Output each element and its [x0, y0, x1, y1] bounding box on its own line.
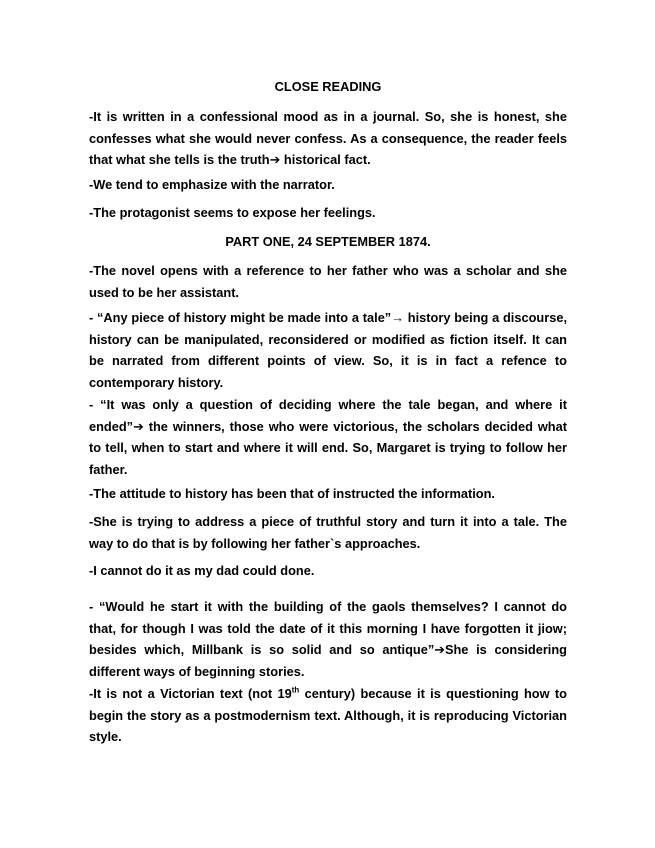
- paragraph-attitude-history: -The attitude to history has been that of instructed the information.: [89, 486, 495, 501]
- paragraph-history-tale: - “Any piece of history might be made into a tale”→ history being a discourse, history can be manipulated, reconsidered or modified as fiction itself. It can be narrated from different points of view. So, it is in fact a refence to contemporary history.: [89, 310, 567, 390]
- paragraph-expose-feelings: -The protagonist seems to expose her feelings.: [89, 205, 376, 220]
- paragraph-cannot-do: -I cannot do it as my dad could done.: [89, 563, 315, 578]
- paragraph-victorian-text: [89, 683, 567, 748]
- paragraph-tale-began: - “It was only a question of deciding where the tale began, and where it ended”➔ the winners, those who were victorious, the scholars decided what to tell, when to start and where it will end. So, Margaret is trying to follow her father.: [89, 397, 567, 477]
- paragraph-father-reference: -The novel opens with a reference to her father who was a scholar and she used to be her assistant.: [89, 263, 567, 300]
- paragraph-emphasize-narrator: -We tend to emphasize with the narrator.: [89, 177, 335, 192]
- document-title: CLOSE READING: [274, 79, 382, 94]
- paragraph-confessional-mood: -It is written in a confessional mood as in a journal. So, she is honest, she confesses what she would never confess. As a consequence, the reader feels that what she tells is the truth➔ historical fact.: [89, 109, 567, 167]
- paragraph-truthful-story: -She is trying to address a piece of truthful story and turn it into a tale. The way to do that is by following her father`s approaches.: [89, 514, 567, 551]
- victorian-text-part-1: -It is not a Victorian text (not 19: [89, 686, 292, 701]
- section-heading: PART ONE, 24 SEPTEMBER 1874.: [225, 234, 431, 249]
- paragraph-gaols-quote: - “Would he start it with the building of the gaols themselves? I cannot do that, for though I was told the date of it this morning I have forgotten it jiow; besides which, Millbank is so solid and so antique”➔She is considering different ways of beginning stories.: [89, 599, 567, 679]
- ordinal-suffix: th: [291, 685, 300, 695]
- victorian-text-part-2: century) because it is questioning how to begin the story as a postmodernism text. Although, it is reproducing Victorian style.: [89, 686, 567, 744]
